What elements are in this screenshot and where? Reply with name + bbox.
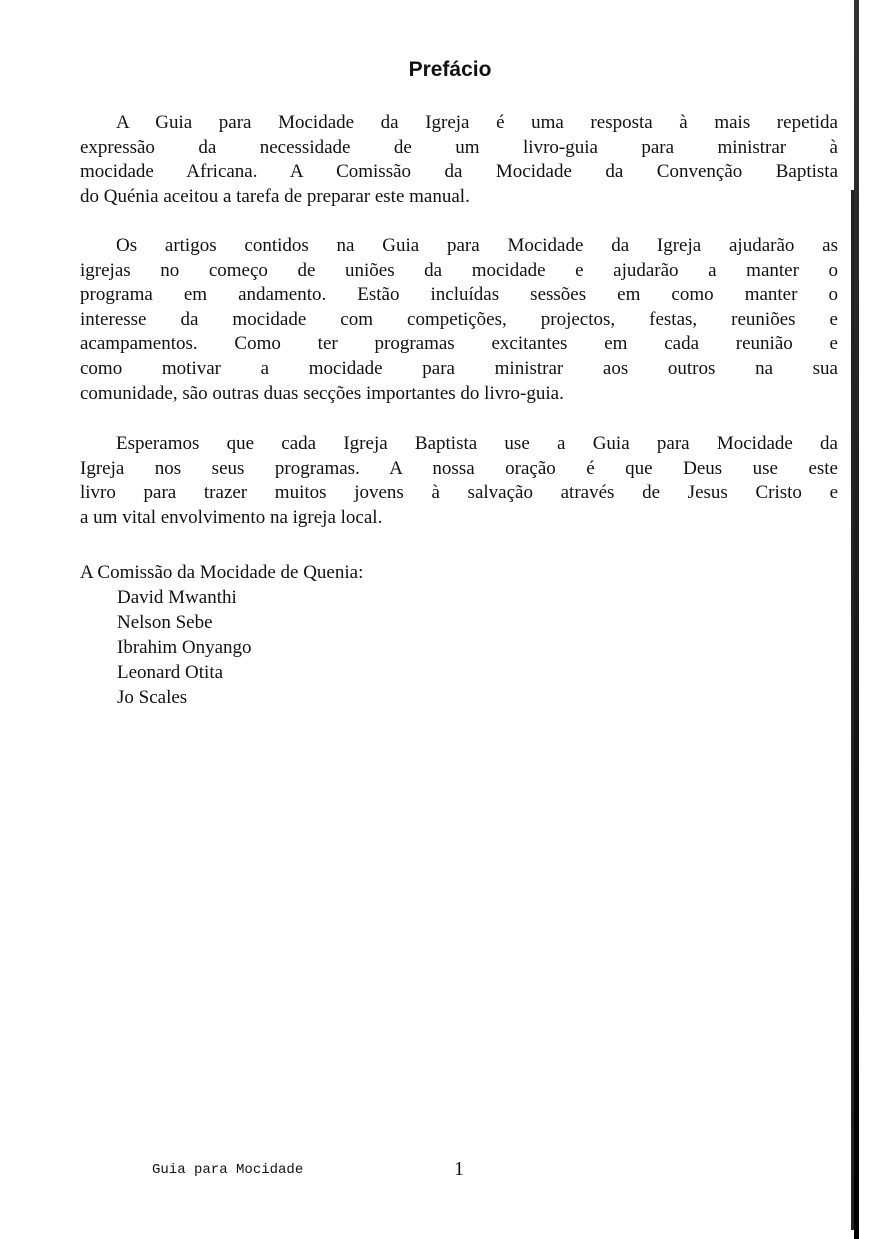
text-line: como motivar a mocidade para ministrar aos outros na sua <box>80 357 838 379</box>
text-line: igrejas no começo de uniões da mocidade e ajudarão a manter o <box>80 259 838 281</box>
page-number: 1 <box>454 1158 464 1180</box>
text-line: Esperamos que cada Igreja Baptista use a Guia para Mocidade da <box>116 433 838 454</box>
text-line: acampamentos. Como ter programas excitantes em cada reunião e <box>80 333 838 355</box>
scan-edge <box>854 0 859 1239</box>
text-line: interesse da mocidade com competições, projectos, festas, reuniões e <box>80 308 838 330</box>
text-line: livro para trazer muitos jovens à salvação através de Jesus Cristo e <box>80 482 838 504</box>
signatory-name: Nelson Sebe <box>117 612 213 633</box>
signatory-name: Jo Scales <box>117 687 188 708</box>
text-line: Os artigos contidos na Guia para Mocidade da Igreja ajudarão as <box>116 235 838 256</box>
signature-block <box>80 560 363 710</box>
text-line: comunidade, são outras duas secções importantes do livro-guia. <box>80 382 564 404</box>
text-line: mocidade Africana. A Comissão da Mocidade da Convenção Baptista <box>80 161 838 183</box>
scan-edge-shadow <box>851 190 854 1230</box>
text-line: programa em andamento. Estão incluídas sessões em como manter o <box>80 284 838 306</box>
signature-heading: A Comissão da Mocidade de Quenia: <box>80 562 364 583</box>
text-line: Igreja nos seus programas. A nossa oração é que Deus use este <box>80 457 838 479</box>
signatory-name: Ibrahim Onyango <box>117 637 252 658</box>
text-line: expressão da necessidade de um livro-guia para ministrar à <box>80 136 838 158</box>
text-line: do Quénia aceitou a tarefa de preparar este manual. <box>80 185 470 207</box>
paragraph-1 <box>80 111 838 209</box>
paragraph-3 <box>80 432 838 530</box>
signatory-name: David Mwanthi <box>117 587 237 608</box>
footer-book-title: Guia para Mocidade <box>152 1162 304 1178</box>
text-line: A Guia para Mocidade da Igreja é uma resposta à mais repetida <box>116 112 838 133</box>
paragraph-2 <box>80 234 838 406</box>
text-line: a um vital envolvimento na igreja local. <box>80 506 383 528</box>
page-title: Prefácio <box>408 58 492 81</box>
signatory-name: Leonard Otita <box>117 662 224 683</box>
